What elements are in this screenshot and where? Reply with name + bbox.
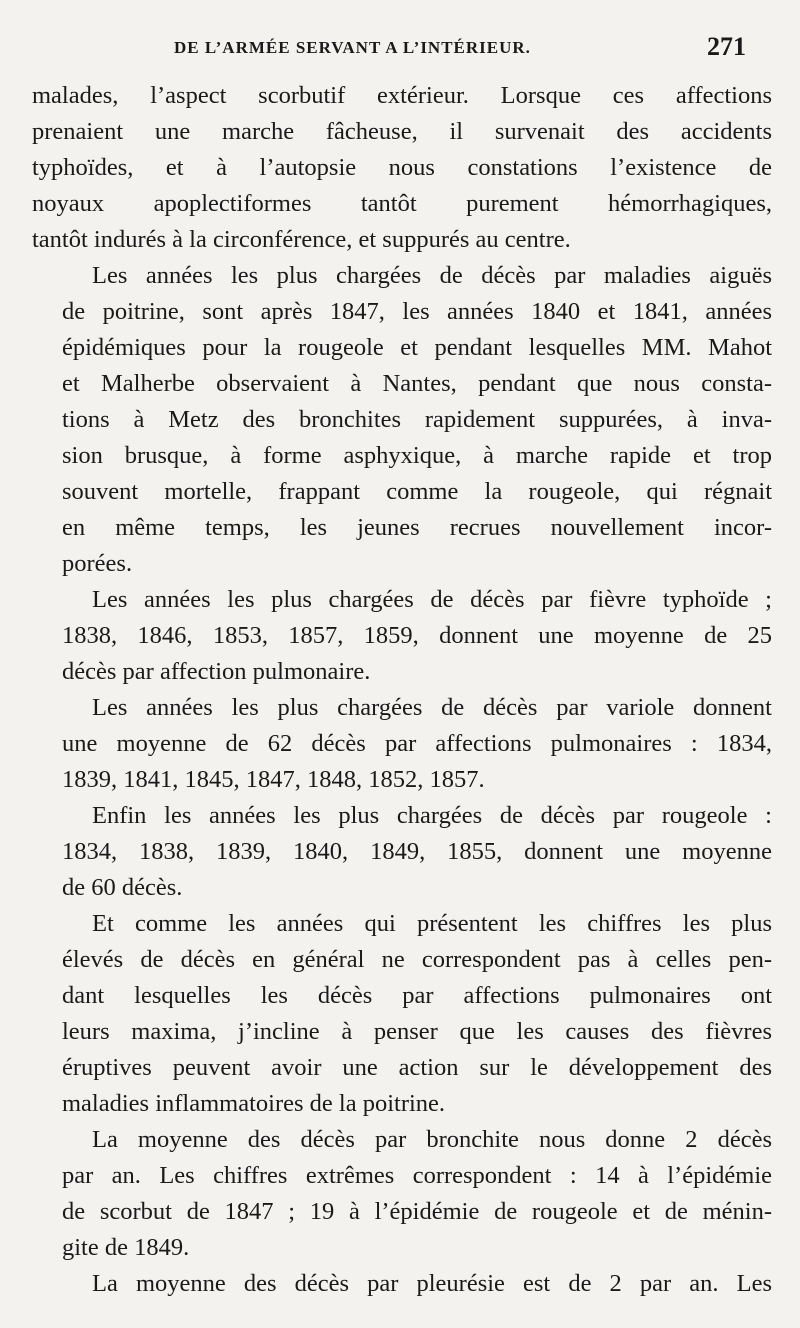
text-line: sion brusque, à forme asphyxique, à marche rapide et trop: [62, 442, 772, 469]
text-line: 1834, 1838, 1839, 1840, 1849, 1855, donnent une moyenne: [62, 838, 772, 865]
paragraph-4: [32, 690, 772, 798]
text-line: de scorbut de 1847 ; 19 à l’épidémie de rougeole et de ménin-: [62, 1198, 772, 1225]
text-line: 1839, 1841, 1845, 1847, 1848, 1852, 1857.: [62, 766, 485, 793]
body-text: [32, 78, 772, 1302]
text-line: porées.: [62, 550, 133, 577]
text-line: de 60 décès.: [62, 874, 183, 901]
paragraph-7: [32, 1122, 772, 1266]
text-line: tions à Metz des bronchites rapidement suppurées, à inva-: [62, 406, 772, 433]
text-line: malades, l’aspect scorbutif extérieur. Lorsque ces affections: [32, 82, 772, 109]
text-line: noyaux apoplectiformes tantôt purement hémorrhagiques,: [32, 190, 772, 217]
text-line: prenaient une marche fâcheuse, il survenait des accidents: [32, 118, 772, 145]
text-line: maladies inflammatoires de la poitrine.: [62, 1090, 446, 1117]
text-line: La moyenne des décès par pleurésie est de 2 par an. Les: [92, 1270, 772, 1297]
text-line: Et comme les années qui présentent les chiffres les plus: [92, 910, 772, 937]
paragraph-1: [32, 78, 772, 258]
text-line: éruptives peuvent avoir une action sur le développement des: [62, 1054, 772, 1081]
paragraph-8: [32, 1266, 772, 1302]
running-title: DE L’ARMÉE SERVANT A L’INTÉRIEUR.: [174, 38, 531, 57]
paragraph-3: [32, 582, 772, 690]
text-line: Enfin les années les plus chargées de décès par rougeole :: [92, 802, 772, 829]
text-line: décès par affection pulmonaire.: [62, 658, 371, 685]
text-line: Les années les plus chargées de décès par maladies aiguës: [92, 262, 772, 289]
text-line: tantôt indurés à la circonférence, et suppurés au centre.: [32, 226, 571, 253]
text-line: en même temps, les jeunes recrues nouvellement incor-: [62, 514, 772, 541]
text-line: Les années les plus chargées de décès par fièvre typhoïde ;: [92, 586, 772, 613]
text-line: par an. Les chiffres extrêmes correspondent : 14 à l’épidémie: [62, 1162, 772, 1189]
paragraph-5: [32, 798, 772, 906]
text-line: souvent mortelle, frappant comme la rougeole, qui régnait: [62, 478, 772, 505]
paragraph-6: [32, 906, 772, 1122]
text-line: de poitrine, sont après 1847, les années 1840 et 1841, années: [62, 298, 772, 325]
text-line: élevés de décès en général ne correspondent pas à celles pen-: [62, 946, 772, 973]
text-line: leurs maxima, j’incline à penser que les causes des fièvres: [62, 1018, 772, 1045]
text-line: une moyenne de 62 décès par affections pulmonaires : 1834,: [62, 730, 772, 757]
text-line: La moyenne des décès par bronchite nous donne 2 décès: [92, 1126, 772, 1153]
text-line: dant lesquelles les décès par affections pulmonaires ont: [62, 982, 772, 1009]
running-head: [120, 30, 770, 70]
text-line: gite de 1849.: [62, 1234, 190, 1261]
text-line: épidémiques pour la rougeole et pendant lesquelles MM. Mahot: [62, 334, 772, 361]
text-line: 1838, 1846, 1853, 1857, 1859, donnent une moyenne de 25: [62, 622, 772, 649]
text-line: typhoïdes, et à l’autopsie nous constations l’existence de: [32, 154, 772, 181]
text-line: et Malherbe observaient à Nantes, pendant que nous consta-: [62, 370, 772, 397]
page-number: 271: [707, 32, 746, 61]
paragraph-2: [32, 258, 772, 582]
text-line: Les années les plus chargées de décès par variole donnent: [92, 694, 772, 721]
